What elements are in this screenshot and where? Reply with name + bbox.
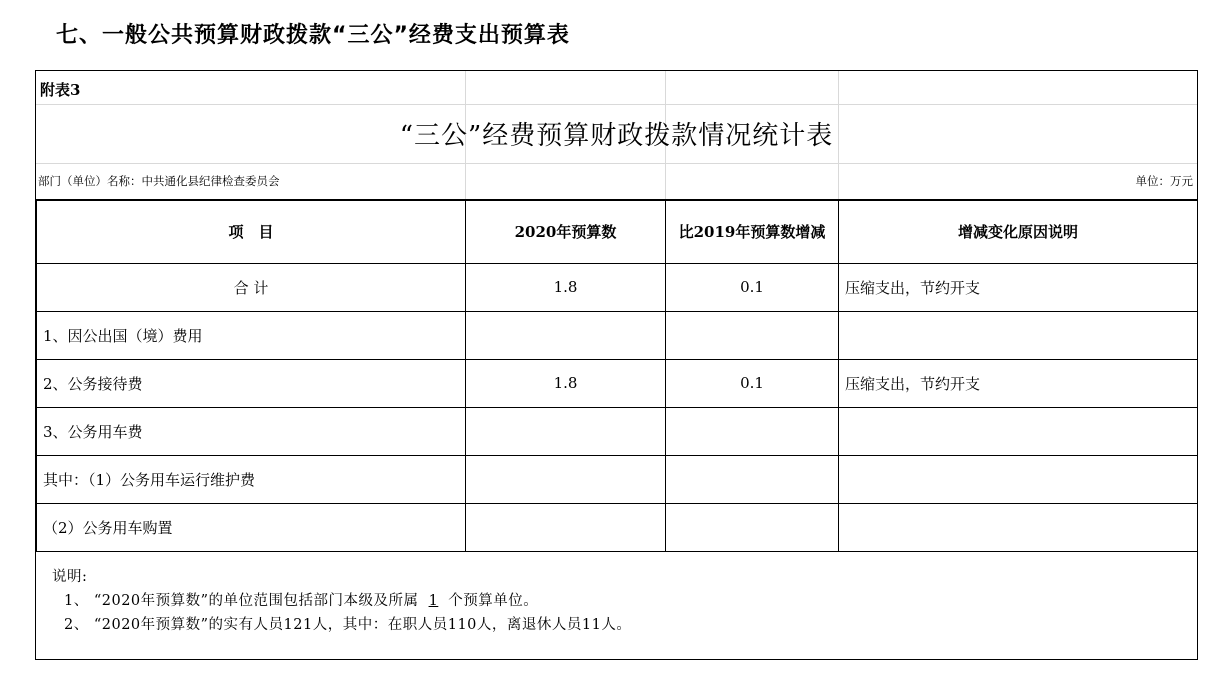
table-row <box>37 359 1198 407</box>
row-change: 0.1 <box>666 359 839 407</box>
budget-sheet <box>35 70 1198 660</box>
row-budget <box>466 503 666 551</box>
row-budget <box>466 407 666 455</box>
grid-line <box>36 104 1197 105</box>
note-1-text-end: 个预算单位。 <box>448 593 539 609</box>
budget-table <box>36 199 1198 552</box>
row-item: 3、公务用车费 <box>37 407 466 455</box>
note-line-1 <box>52 589 631 613</box>
row-budget <box>466 455 666 503</box>
row-reason <box>839 503 1198 551</box>
row-change <box>666 455 839 503</box>
row-change <box>666 503 839 551</box>
header-budget-2020: 2020年预算数 <box>466 200 666 263</box>
row-item: 1、因公出国（境）费用 <box>37 311 466 359</box>
row-reason: 压缩支出，节约开支 <box>839 359 1198 407</box>
table-row <box>37 263 1198 311</box>
table-row <box>37 503 1198 551</box>
row-budget: 1.8 <box>466 359 666 407</box>
header-change-vs-2019: 比2019年预算数增减 <box>666 200 839 263</box>
row-budget: 1.8 <box>466 263 666 311</box>
row-item: 其中：（1）公务用车运行维护费 <box>37 455 466 503</box>
table-header-row <box>37 200 1198 263</box>
table-row <box>37 407 1198 455</box>
table-title: “三公”经费预算财政拨款情况统计表 <box>399 121 834 151</box>
row-reason <box>839 311 1198 359</box>
note-line-2: 2、 “2020年预算数”的实有人员121人，其中：在职人员110人，离退休人员11人。 <box>64 617 632 633</box>
row-reason <box>839 407 1198 455</box>
attachment-label: 附表3 <box>40 81 81 99</box>
unit-label: 单位：万元 <box>1135 174 1193 188</box>
notes-heading: 说明: <box>52 569 88 585</box>
row-change <box>666 311 839 359</box>
department-name: 部门（单位）名称：中共通化县纪律检查委员会 <box>38 174 280 188</box>
row-reason: 压缩支出，节约开支 <box>839 263 1198 311</box>
row-change <box>666 407 839 455</box>
row-item: 2、公务接待费 <box>37 359 466 407</box>
row-change: 0.1 <box>666 263 839 311</box>
page-title: 七、一般公共预算财政拨款“三公”经费支出预算表 <box>56 23 570 48</box>
row-item: 合 计 <box>37 263 466 311</box>
header-reason: 增减变化原因说明 <box>839 200 1198 263</box>
grid-line <box>36 163 1197 164</box>
note-1-unit-count: 1 <box>428 593 439 609</box>
table-row <box>37 311 1198 359</box>
header-item: 项 目 <box>37 200 466 263</box>
notes-section <box>52 565 631 637</box>
table-row <box>37 455 1198 503</box>
row-reason <box>839 455 1198 503</box>
row-budget <box>466 311 666 359</box>
row-item: （2）公务用车购置 <box>37 503 466 551</box>
note-1-text: 1、 “2020年预算数”的单位范围包括部门本级及所属 <box>64 593 419 609</box>
